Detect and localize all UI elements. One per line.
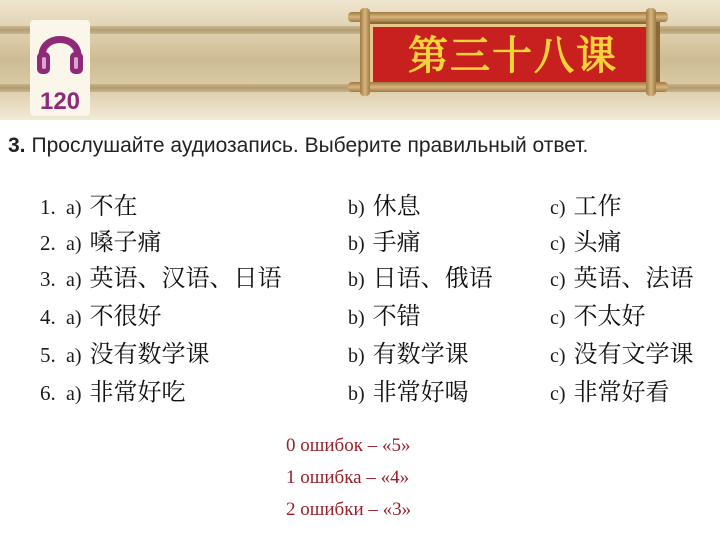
option-b[interactable] bbox=[348, 334, 469, 369]
option-letter: b) bbox=[348, 269, 365, 291]
item-index: 5. bbox=[40, 343, 56, 367]
option-text: 英语、汉语、日语 bbox=[89, 264, 282, 292]
option-text: 不太好 bbox=[573, 302, 646, 330]
option-text: 没有文学课 bbox=[573, 340, 694, 368]
option-letter: b) bbox=[348, 233, 365, 255]
grade-line: 2 ошибки – «3» bbox=[286, 499, 412, 520]
option-letter: c) bbox=[550, 233, 566, 255]
option-c[interactable] bbox=[550, 372, 670, 407]
option-b[interactable] bbox=[348, 222, 421, 257]
answer-row bbox=[0, 296, 720, 332]
option-c[interactable] bbox=[550, 334, 694, 369]
option-text: 不在 bbox=[89, 192, 138, 220]
answer-row bbox=[0, 372, 720, 408]
option-text: 休息 bbox=[372, 192, 421, 220]
audio-badge[interactable] bbox=[30, 20, 90, 116]
option-text: 日语、俄语 bbox=[372, 264, 493, 292]
answer-row bbox=[0, 334, 720, 370]
option-text: 嗓子痛 bbox=[89, 228, 162, 256]
option-text: 有数学课 bbox=[372, 340, 469, 368]
option-text: 非常好吃 bbox=[89, 378, 186, 406]
item-index: 1. bbox=[40, 195, 56, 219]
audio-track-number: 120 bbox=[39, 88, 81, 115]
option-letter: c) bbox=[550, 269, 566, 291]
option-letter: c) bbox=[550, 383, 566, 405]
item-index: 6. bbox=[40, 381, 56, 405]
option-letter: c) bbox=[550, 197, 566, 219]
option-text: 手痛 bbox=[372, 228, 421, 256]
option-text: 英语、法语 bbox=[573, 264, 694, 292]
exercise-instruction bbox=[8, 134, 588, 158]
option-letter: b) bbox=[348, 345, 365, 367]
item-index: 2. bbox=[40, 231, 56, 255]
option-text: 不错 bbox=[372, 302, 421, 330]
option-a[interactable] bbox=[40, 372, 186, 407]
option-b[interactable] bbox=[348, 372, 469, 407]
option-letter: b) bbox=[348, 197, 365, 219]
option-text: 非常好喝 bbox=[372, 378, 469, 406]
option-letter: c) bbox=[550, 307, 566, 329]
option-letter: a) bbox=[66, 383, 82, 405]
option-b[interactable] bbox=[348, 186, 421, 221]
lesson-plaque bbox=[348, 8, 668, 96]
option-text: 非常好看 bbox=[573, 378, 670, 406]
option-text: 头痛 bbox=[573, 228, 622, 256]
option-letter: a) bbox=[66, 233, 82, 255]
exercise-number: 3. bbox=[8, 134, 26, 157]
option-c[interactable] bbox=[550, 296, 646, 331]
option-letter: a) bbox=[66, 197, 82, 219]
option-a[interactable] bbox=[40, 186, 138, 221]
option-text: 工作 bbox=[573, 192, 622, 220]
grade-line: 1 ошибка – «4» bbox=[286, 467, 410, 488]
answer-row bbox=[0, 222, 720, 258]
option-b[interactable] bbox=[348, 258, 493, 293]
item-index: 4. bbox=[40, 305, 56, 329]
option-letter: c) bbox=[550, 345, 566, 367]
option-letter: a) bbox=[66, 269, 82, 291]
headphones-icon bbox=[34, 22, 86, 80]
option-letter: b) bbox=[348, 383, 365, 405]
option-a[interactable] bbox=[40, 258, 282, 293]
option-a[interactable] bbox=[40, 296, 162, 331]
option-text: 没有数学课 bbox=[89, 340, 210, 368]
option-text: 不很好 bbox=[89, 302, 162, 330]
instruction-text: Прослушайте аудиозапись. Выберите правильный ответ. bbox=[31, 134, 589, 157]
grading-scale bbox=[286, 430, 411, 526]
answer-row bbox=[0, 258, 720, 294]
option-a[interactable] bbox=[40, 222, 162, 257]
lesson-title: 第三十八课 bbox=[408, 32, 618, 79]
option-letter: b) bbox=[348, 307, 365, 329]
option-c[interactable] bbox=[550, 222, 622, 257]
option-c[interactable] bbox=[550, 258, 694, 293]
option-letter: a) bbox=[66, 345, 82, 367]
option-b[interactable] bbox=[348, 296, 421, 331]
option-a[interactable] bbox=[40, 334, 210, 369]
option-c[interactable] bbox=[550, 186, 622, 221]
answer-row bbox=[0, 186, 720, 222]
item-index: 3. bbox=[40, 267, 56, 291]
option-letter: a) bbox=[66, 307, 82, 329]
grade-line: 0 ошибок – «5» bbox=[286, 435, 411, 456]
